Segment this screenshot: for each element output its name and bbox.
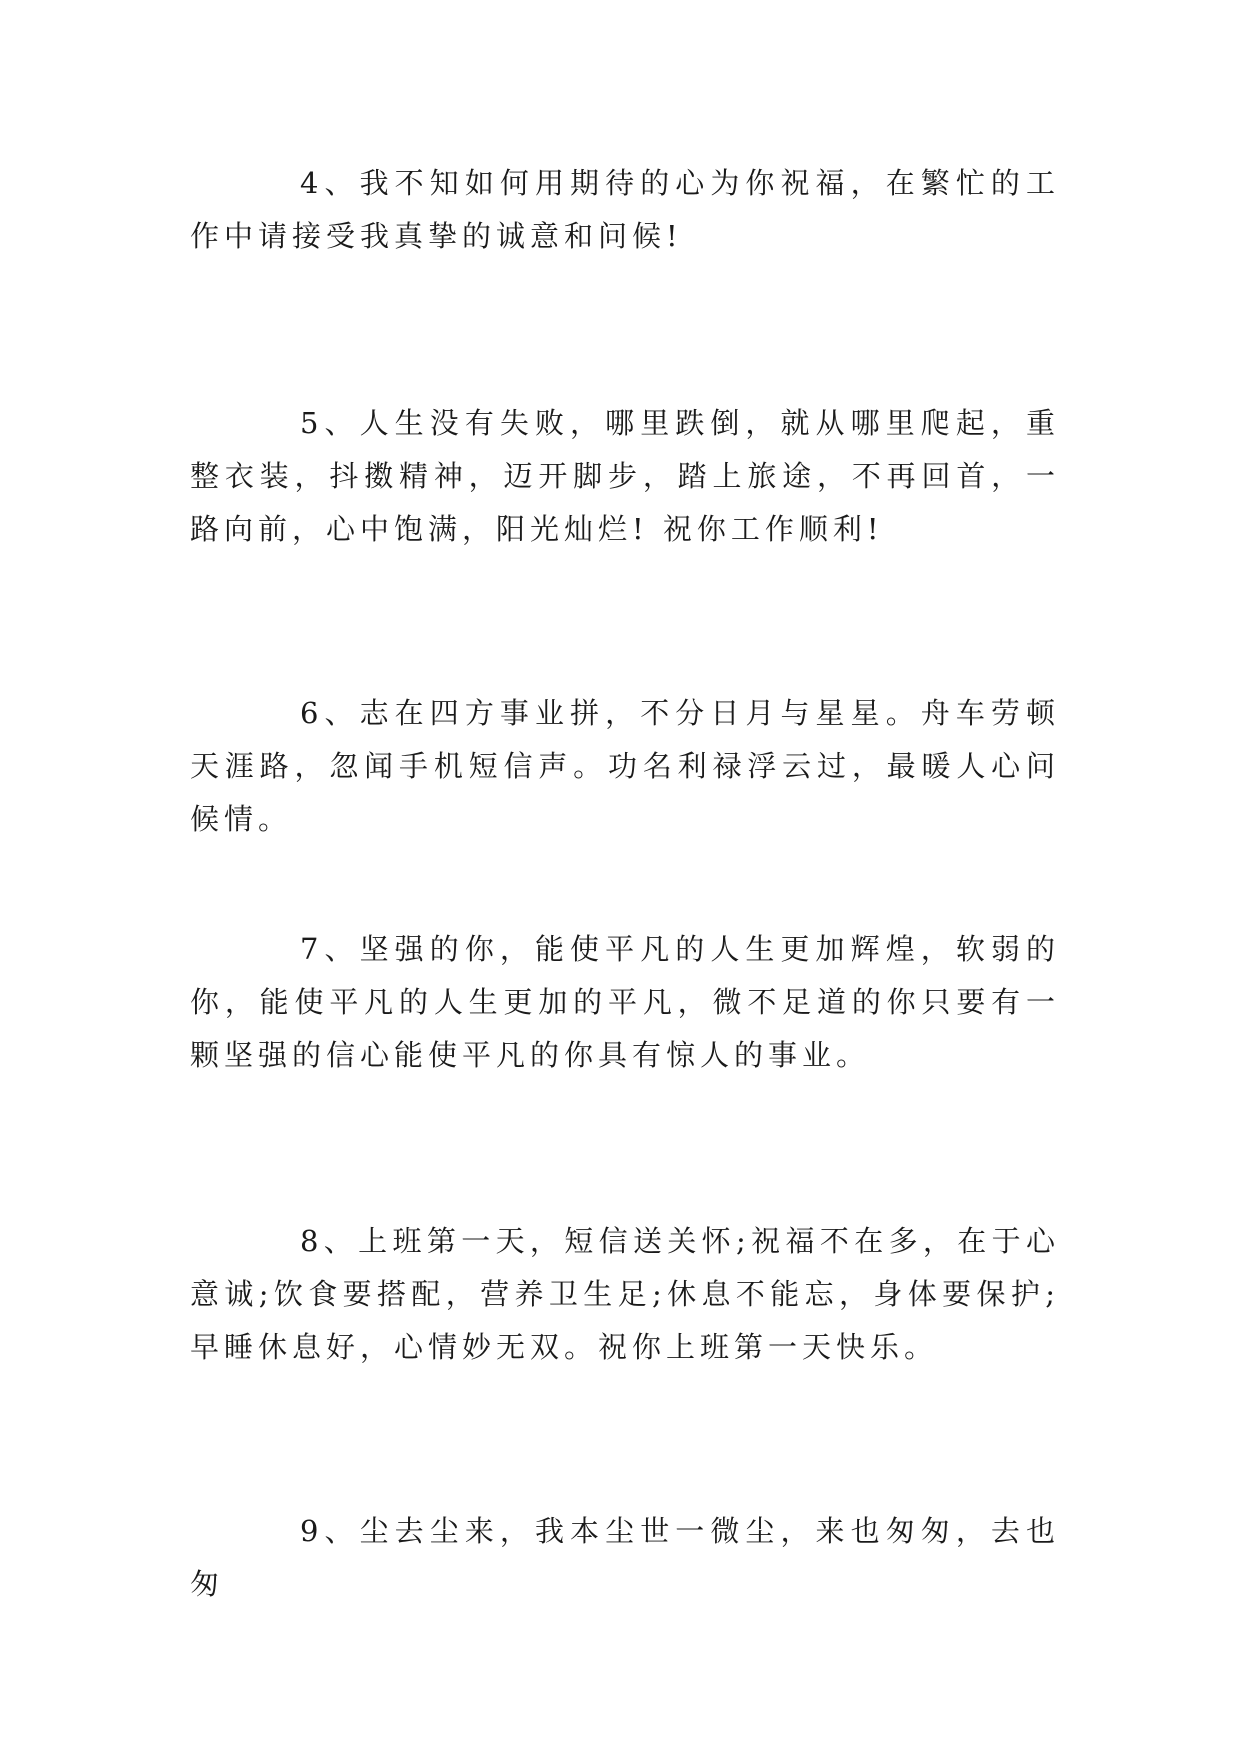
paragraph-6: 6、志在四方事业拼，不分日月与星星。舟车劳顿天涯路，忽闻手机短信声。功名利禄浮云过，最暖人心问候情。 xyxy=(190,696,1060,836)
paragraph-4: 4、我不知如何用期待的心为你祝福，在繁忙的工作中请接受我真挚的诚意和问候! xyxy=(190,166,1060,253)
paragraph-9: 9、尘去尘来，我本尘世一微尘，来也匆匆，去也匆 xyxy=(190,1514,1060,1601)
paragraph-5: 5、人生没有失败，哪里跌倒，就从哪里爬起，重整衣装，抖擞精神，迈开脚步，踏上旅途，不再回首，一路向前，心中饱满，阳光灿烂! 祝你工作顺利! xyxy=(190,406,1060,546)
paragraph-8: 8、上班第一天，短信送关怀;祝福不在多，在于心意诚;饮食要搭配，营养卫生足;休息不能忘，身体要保护;早睡休息好，心情妙无双。祝你上班第一天快乐。 xyxy=(190,1224,1060,1364)
paragraph-7: 7、坚强的你，能使平凡的人生更加辉煌，软弱的你，能使平凡的人生更加的平凡，微不足道的你只要有一颗坚强的信心能使平凡的你具有惊人的事业。 xyxy=(190,932,1060,1072)
